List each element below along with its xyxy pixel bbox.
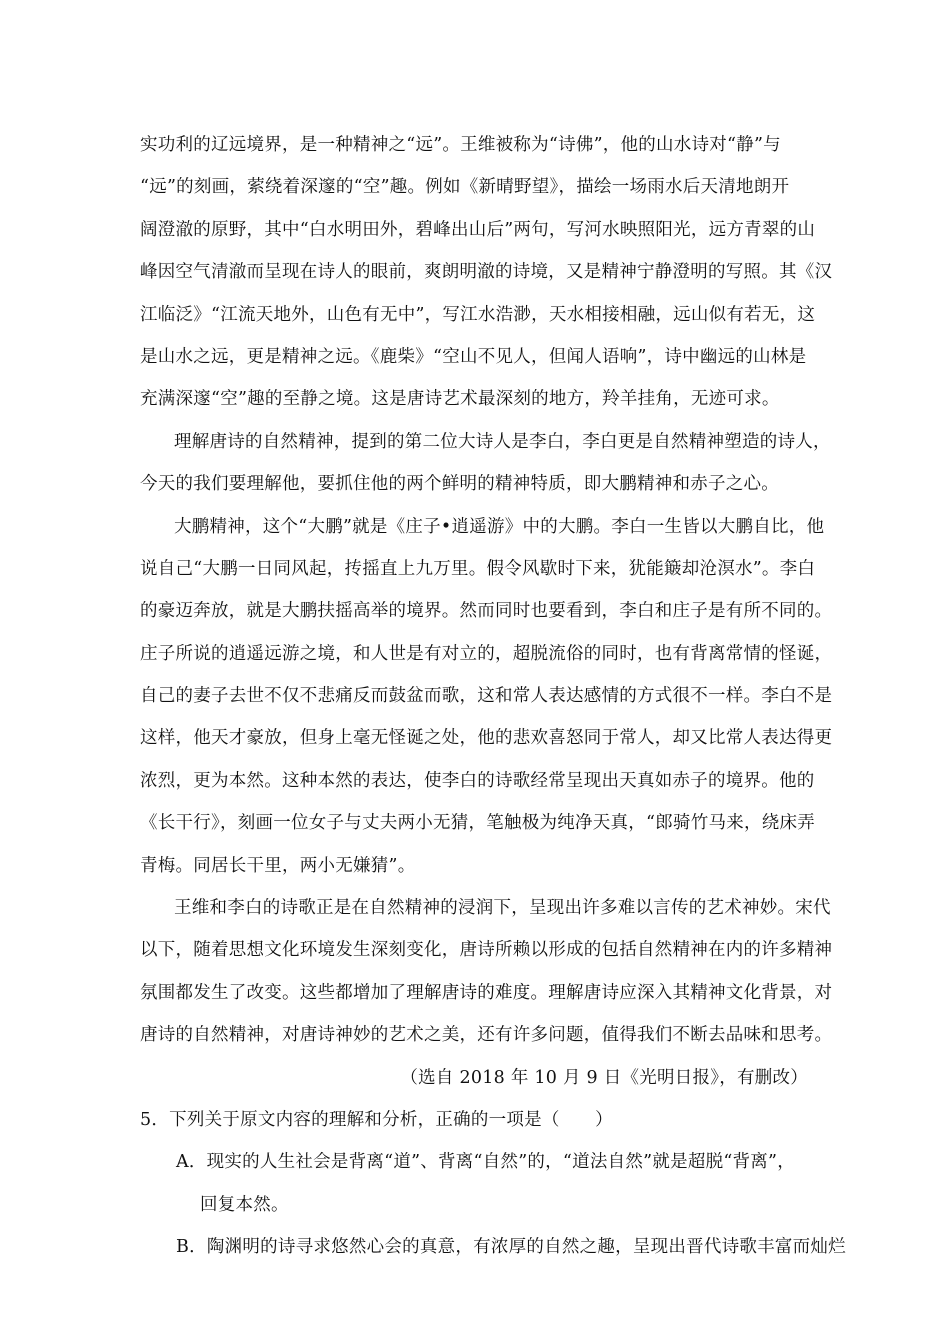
paragraph-line: 的豪迈奔放，就是大鹏扶摇高举的境界。然而同时也要看到，李白和庄子是有所不同的。 bbox=[140, 601, 833, 622]
question-stem: 5．下列关于原文内容的理解和分析，正确的一项是（ ） bbox=[140, 1109, 613, 1130]
paragraph-line: 江临泛》“江流天地外，山色有无中”，写江水浩渺，天水相接相融，远山似有若无，这 bbox=[140, 304, 816, 325]
paragraph-line: 以下，随着思想文化环境发生深刻变化，唐诗所赖以形成的包括自然精神在内的许多精神 bbox=[140, 940, 833, 961]
paragraph-line: 唐诗的自然精神，对唐诗神妙的艺术之美，还有许多问题，值得我们不断去品味和思考。 bbox=[140, 1025, 833, 1046]
paragraph-line: 峰因空气清澈而呈现在诗人的眼前，爽朗明澈的诗境，又是精神宁静澄明的写照。其《汉 bbox=[140, 262, 833, 283]
paragraph-line: 浓烈，更为本然。这种本然的表达，使李白的诗歌经常呈现出天真如赤子的境界。他的 bbox=[140, 770, 815, 791]
paragraph-line: 理解唐诗的自然精神，提到的第二位大诗人是李白，李白更是自然精神塑造的诗人， bbox=[174, 431, 831, 452]
paragraph-line: 今天的我们要理解他，要抓住他的两个鲜明的精神特质，即大鹏精神和赤子之心。 bbox=[140, 474, 779, 495]
paragraph-line: 大鹏精神，这个“大鹏”就是《庄子•逍遥游》中的大鹏。李白一生皆以大鹏自比，他 bbox=[174, 516, 825, 537]
option-a: A．现实的人生社会是背离“道”、背离“自然”的，“道法自然”就是超脱“背离”， bbox=[176, 1152, 795, 1173]
paragraph-line: 是山水之远，更是精神之远。《鹿柴》“空山不见人，但闻人语响”，诗中幽远的山林是 bbox=[140, 346, 807, 367]
paragraph-line: 青梅。同居长干里，两小无嫌猜”。 bbox=[140, 855, 416, 876]
paragraph-line: “远”的刻画，萦绕着深邃的“空”趣。例如《新晴野望》，描绘一场雨水后天清地朗开 bbox=[140, 177, 790, 198]
paragraph-line: 《长干行》，刻画一位女子与丈夫两小无猜，笔触极为纯净天真，“郎骑竹马来，绕床弄 bbox=[140, 813, 815, 834]
paragraph-line: 氛围都发生了改变。这些都增加了理解唐诗的难度。理解唐诗应深入其精神文化背景，对 bbox=[140, 982, 833, 1003]
paragraph-line: 这样，他天才豪放，但身上毫无怪诞之处，他的悲欢喜怒同于常人，却又比常人表达得更 bbox=[140, 728, 833, 749]
paragraph-line: 充满深邃“空”趣的至静之境。这是唐诗艺术最深刻的地方，羚羊挂角，无迹可求。 bbox=[140, 389, 780, 410]
paragraph-line: 实功利的辽远境界，是一种精神之“远”。王维被称为“诗佛”，他的山水诗对“静”与 bbox=[140, 135, 781, 155]
option-b: B．陶渊明的诗寻求悠然心会的真意，有浓厚的自然之趣，呈现出晋代诗歌丰富而灿烂 bbox=[176, 1237, 846, 1258]
paragraph-line: 说自己“大鹏一日同风起，抟摇直上九万里。假令风歇时下来，犹能簸却沧溟水”。李白 bbox=[140, 558, 816, 579]
paragraph-line: 阔澄澈的原野，其中“白水明田外，碧峰出山后”两句，写河水映照阳光，远方青翠的山 bbox=[140, 219, 816, 240]
paragraph-line: 自己的妻子去世不仅不悲痛反而鼓盆而歌，这和常人表达感情的方式很不一样。李白不是 bbox=[140, 686, 833, 707]
source-citation: （选自 2018 年 10 月 9 日《光明日报》，有删改） bbox=[400, 1067, 808, 1088]
paragraph-line: 庄子所说的逍遥远游之境，和人世是有对立的，超脱流俗的同时，也有背离常情的怪诞， bbox=[140, 643, 833, 664]
option-a-continued: 回复本然。 bbox=[200, 1194, 289, 1215]
article-body bbox=[140, 124, 846, 1269]
paragraph-line: 王维和李白的诗歌正是在自然精神的浸润下，呈现出许多难以言传的艺术神妙。宋代 bbox=[174, 898, 831, 919]
